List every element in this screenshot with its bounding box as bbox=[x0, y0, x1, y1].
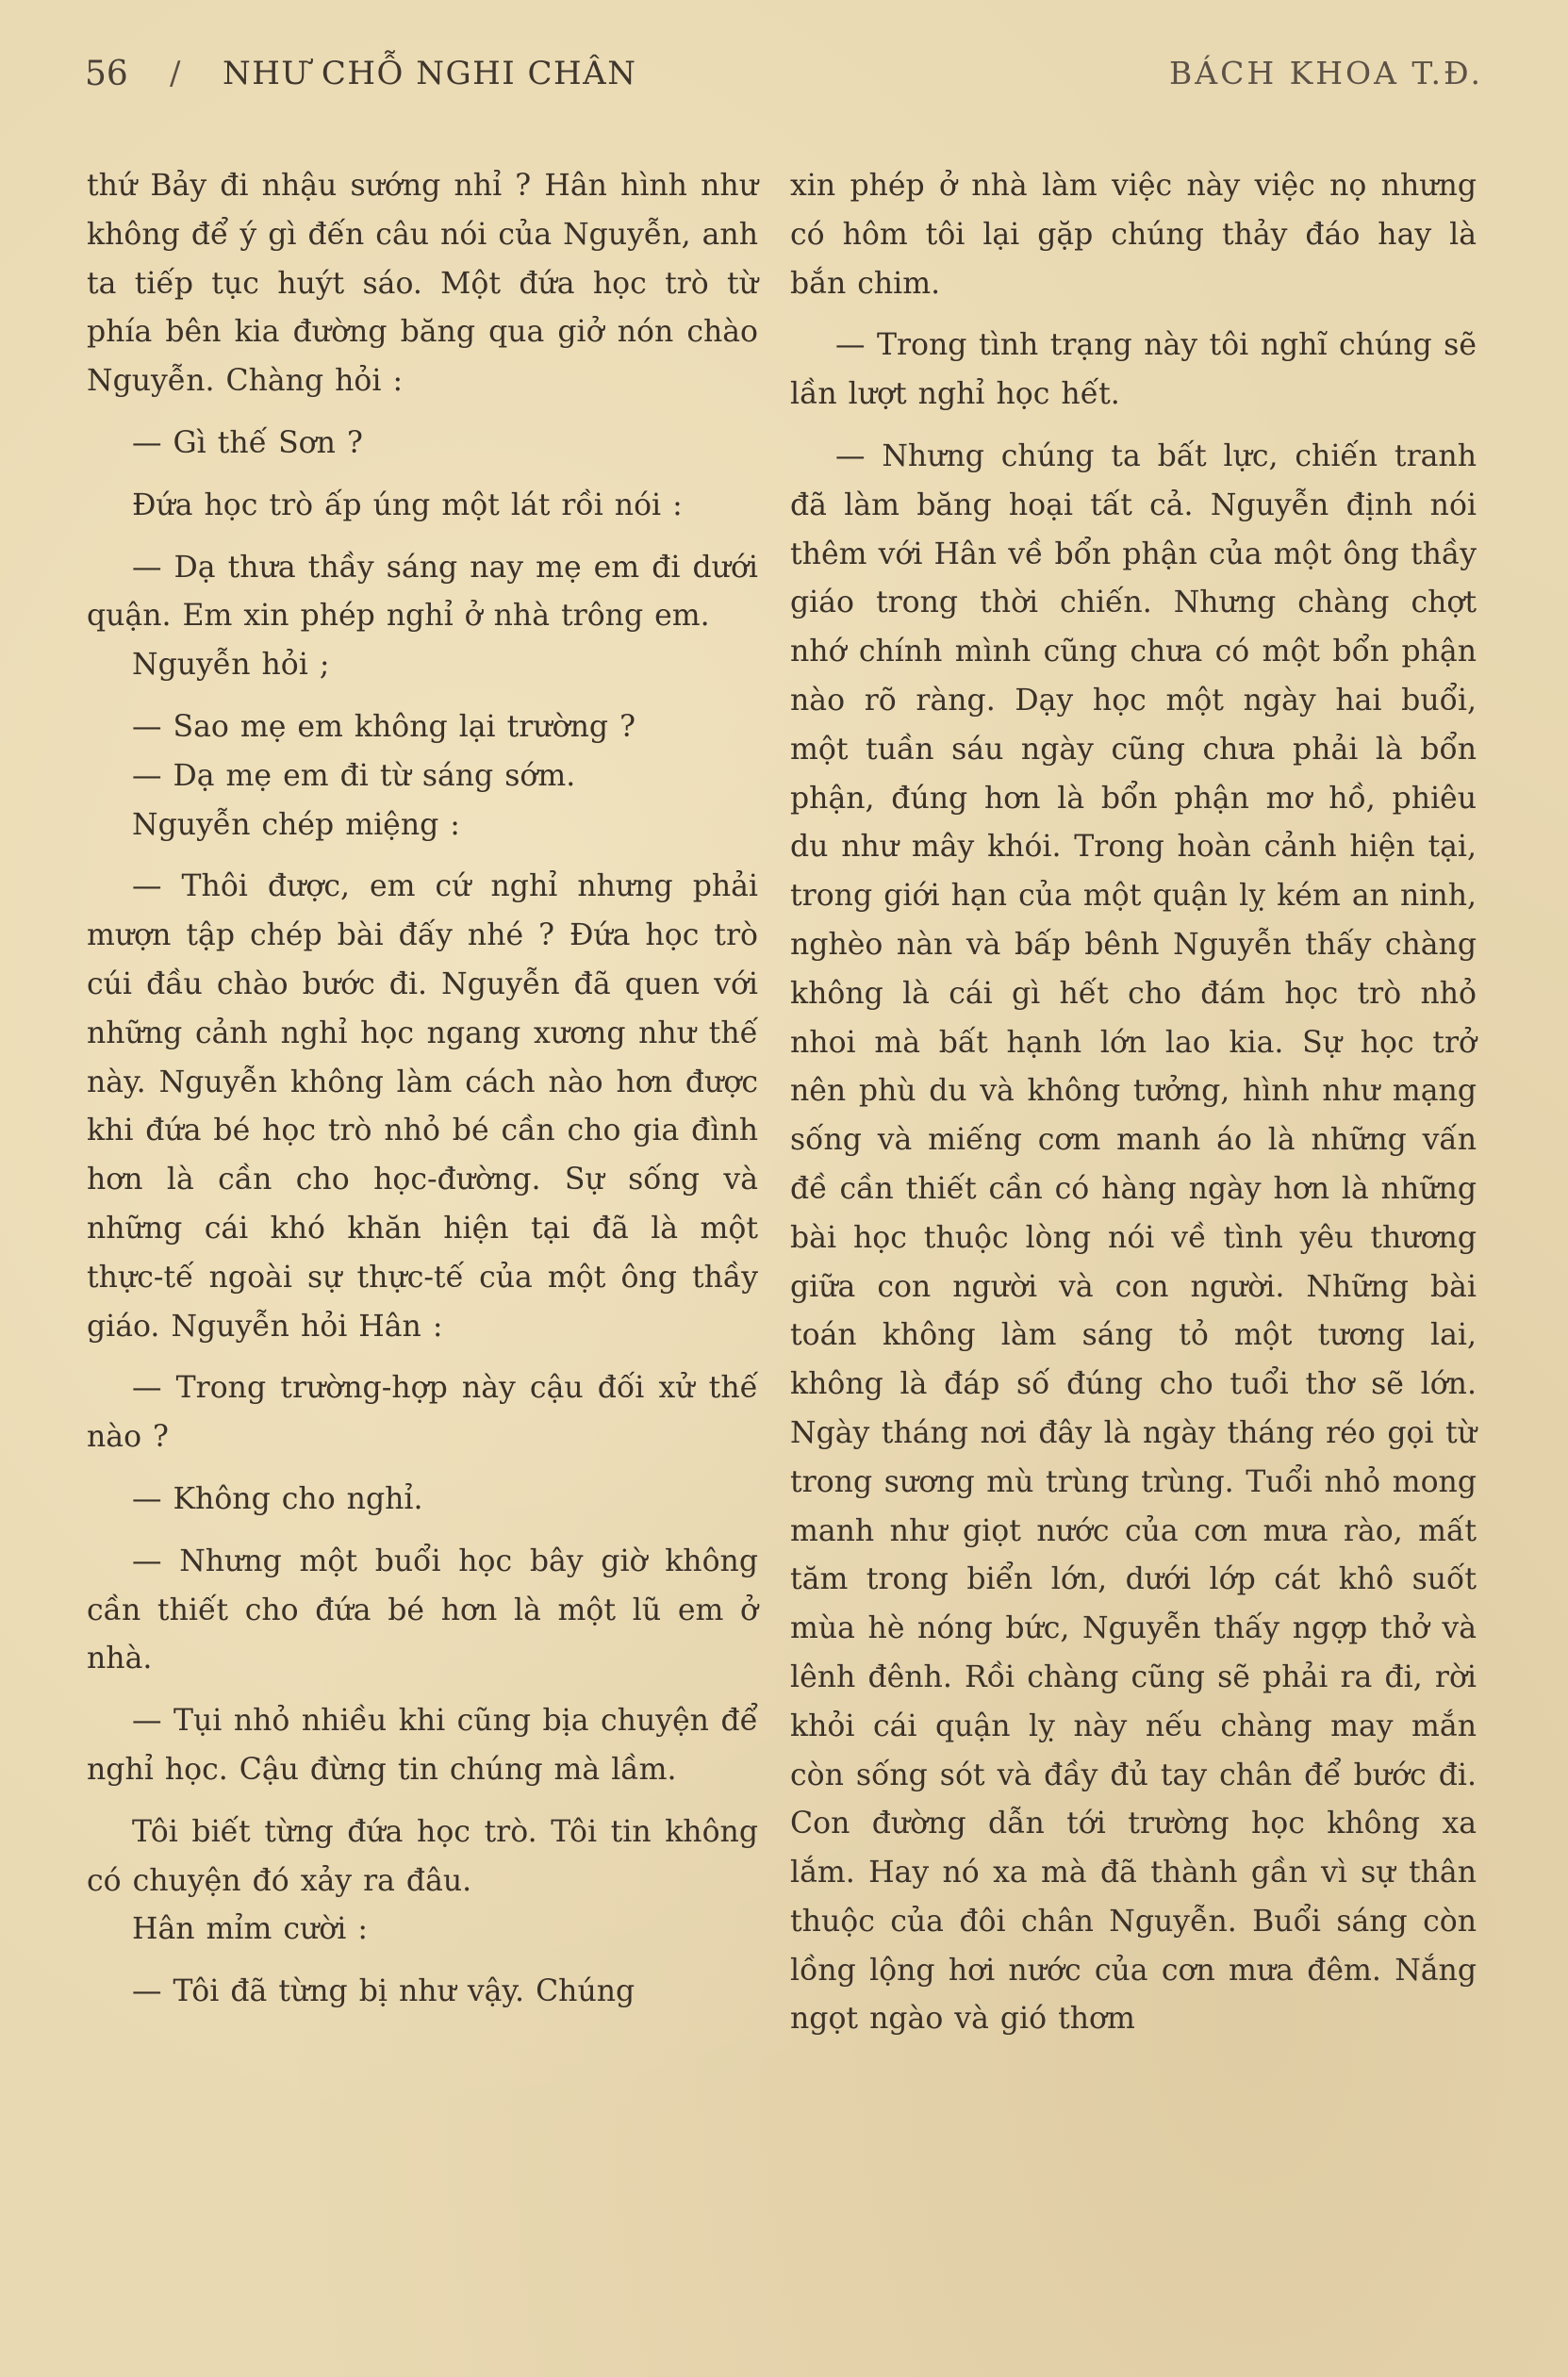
right-column bbox=[790, 162, 1477, 2044]
header-separator: / bbox=[170, 55, 181, 92]
paragraph: — Thôi được, em cứ nghỉ nhưng phải mượn tập chép bài đấy nhé ? Đứa học trò cúi đầu chào bước đi. Nguyễn đã quen với những cảnh nghỉ học ngang xương như thế này. Nguyễn không làm cách nào hơn được khi đứa bé học trò nhỏ bé cần cho gia đình hơn là cần cho học-đường. Sự sống và những cái khó khăn hiện tại đã là một thực-tế ngoài sự thực-tế của một ông thầy giáo. Nguyễn hỏi Hân : bbox=[87, 869, 758, 1344]
paragraph: Hân mỉm cười : bbox=[132, 1912, 368, 1947]
paragraph: Nguyễn chép miệng : bbox=[132, 807, 460, 842]
running-title: NHƯ CHỖ NGHI CHÂN bbox=[223, 55, 637, 92]
paragraph: — Nhưng chúng ta bất lực, chiến tranh đã làm băng hoại tất cả. Nguyễn định nói thêm với Hân về bổn phận của một ông thầy giáo trong thời chiến. Nhưng chàng chợt nhớ chính mình cũng chưa có một bổn phận nào rõ ràng. Dạy học một ngày hai buổi, một tuần sáu ngày cũng chưa phải là bổn phận, đúng hơn là bổn phận mơ hồ, phiêu du như mây khói. Trong hoàn cảnh hiện tại, trong giới hạn của một quận lỵ kém an ninh, nghèo nàn và bấp bênh Nguyễn thấy chàng không là cái gì hết cho đám học trò nhỏ nhoi mà bất hạnh lớn lao kia. Sự học trở nên phù du và không tưởng, hình như mạng sống và miếng cơm manh áo là những vấn đề cần thiết cần có hàng ngày hơn là những bài học thuộc lòng nói về tình yêu thương giữa con người và con người. Những bài toán không làm sáng tỏ một tương lai, không là đáp số đúng cho tuổi thơ sẽ lớn. Ngày tháng nơi đây là ngày tháng réo gọi từ trong sương mù trùng trùng. Tuổi nhỏ mong manh như giọt nước của cơn mưa rào, mất tăm trong biển lớn, dưới lớp cát khô suốt mùa hè nóng bức, Nguyễn thấy ngợp thở và lênh đênh. Rồi chàng cũng sẽ phải ra đi, rời khỏi cái quận lỵ này nếu chàng may mắn còn sống sót và đầy đủ tay chân để bước đi. Con đường dẫn tới trường học không xa lắm. Hay nó xa mà đã thành gần vì sự thân thuộc của đôi chân Nguyễn. Buổi sáng còn lồng lộng hơi nước của cơn mưa đêm. Nắng ngọt ngào và gió thơm bbox=[790, 438, 1477, 2037]
paragraph: — Tôi đã từng bị như vậy. Chúng bbox=[132, 1974, 635, 2009]
paragraph: xin phép ở nhà làm việc này việc nọ nhưng có hôm tôi lại gặp chúng thảy đáo hay là bắn chim. bbox=[790, 169, 1477, 301]
page-number: 56 bbox=[85, 55, 128, 93]
paragraph: — Không cho nghỉ. bbox=[132, 1481, 423, 1516]
paragraph: — Trong tình trạng này tôi nghĩ chúng sẽ lần lượt nghỉ học hết. bbox=[790, 328, 1477, 412]
left-column bbox=[87, 162, 758, 2017]
paragraph: — Sao mẹ em không lại trường ? bbox=[132, 709, 635, 744]
paragraph: — Tụi nhỏ nhiều khi cũng bịa chuyện để nghỉ học. Cậu đừng tin chúng mà lầm. bbox=[87, 1704, 758, 1787]
paragraph: — Dạ thưa thầy sáng nay mẹ em đi dưới quận. Em xin phép nghỉ ở nhà trông em. bbox=[87, 550, 758, 634]
paragraph: thứ Bảy đi nhậu sướng nhỉ ? Hân hình như không để ý gì đến câu nói của Nguyễn, anh ta tiếp tục huýt sáo. Một đứa học trò từ phía bên kia đường băng qua giở nón chào Nguyễn. Chàng hỏi : bbox=[87, 169, 758, 399]
paragraph: — Gì thế Sơn ? bbox=[132, 425, 363, 460]
paragraph: — Dạ mẹ em đi từ sáng sớm. bbox=[132, 758, 576, 793]
paragraph: Đứa học trò ấp úng một lát rồi nói : bbox=[132, 487, 683, 522]
paragraph: — Trong trường-hợp này cậu đối xử thế nào ? bbox=[87, 1371, 758, 1455]
paragraph: Tôi biết từng đứa học trò. Tôi tin không có chuyện đó xảy ra đâu. bbox=[87, 1814, 758, 1898]
publication-name: BÁCH KHOA T.Đ. bbox=[1168, 55, 1483, 91]
paragraph: — Nhưng một buổi học bây giờ không cần thiết cho đứa bé hơn là một lũ em ở nhà. bbox=[87, 1543, 758, 1676]
paragraph: Nguyễn hỏi ; bbox=[132, 648, 330, 683]
page-header bbox=[85, 49, 1483, 106]
